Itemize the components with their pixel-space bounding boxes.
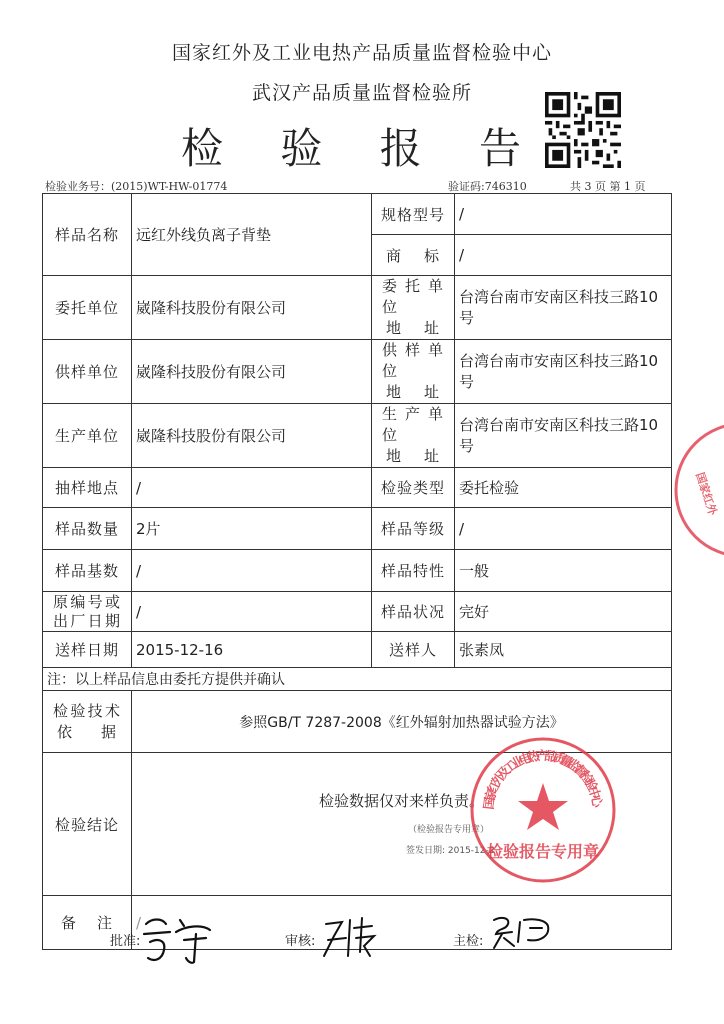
remarks-label: 备 注 — [43, 896, 132, 950]
conclusion-value: 检验数据仅对来样负责。 — [318, 792, 484, 810]
sample-name-value: 远红外线负离子背垫 — [132, 194, 372, 276]
delivery-date-value: 2015-12-16 — [132, 632, 372, 668]
remarks-value: / — [132, 896, 672, 950]
official-seal-icon — [468, 735, 618, 885]
sample-property-value: 一般 — [455, 550, 672, 592]
supplier-unit-value: 崴隆科技股份有限公司 — [132, 340, 372, 404]
spec-model-value: / — [455, 194, 672, 235]
sample-grade-value: / — [455, 508, 672, 550]
inspect-label: 主检: — [453, 934, 484, 949]
report-title: 检 验 报 告 — [180, 124, 544, 173]
reviewer-signature-icon — [320, 912, 382, 962]
trademark-label: 商 标 — [372, 235, 455, 276]
inspection-type-value: 委托检验 — [455, 468, 672, 508]
sampling-place-value: / — [132, 468, 372, 508]
sample-condition-value: 完好 — [455, 592, 672, 632]
edge-seal-icon — [668, 420, 724, 560]
sample-quantity-value: 2片 — [132, 508, 372, 550]
test-basis-value: 参照GB/T 7287-2008《红外辐射加热器试验方法》 — [132, 691, 672, 753]
trademark-value: / — [455, 235, 672, 276]
client-unit-value: 崴隆科技股份有限公司 — [132, 276, 372, 340]
delivered-by-value: 张素凤 — [455, 632, 672, 668]
original-number-value: / — [132, 592, 372, 632]
verification-code: 验证码:746310 — [448, 180, 527, 193]
seal-arc-text: 国家红外及工业电热产品质量监督检验中心 — [480, 747, 606, 811]
original-number-label: 原编号或 出厂日期 — [43, 592, 132, 632]
delivery-date-label: 送样日期 — [43, 632, 132, 668]
sampling-place-label: 抽样地点 — [43, 468, 132, 508]
issue-date: 签发日期: 2015-12-2 — [406, 846, 495, 856]
qr-code-icon — [545, 92, 621, 168]
producer-unit-value: 崴隆科技股份有限公司 — [132, 404, 372, 468]
info-note: 注：以上样品信息由委托方提供并确认 — [43, 668, 672, 691]
stamp-caption: （检验报告专用章） — [408, 825, 490, 835]
supplier-unit-label: 供样单位 — [43, 340, 132, 404]
sample-grade-label: 样品等级 — [372, 508, 455, 550]
approver-signature-icon — [140, 910, 220, 966]
producer-address-label: 生产单位 地 址 — [372, 404, 455, 468]
seal-center-text: 检验报告专用章 — [486, 842, 600, 861]
page-info: 共 3 页 第 1 页 — [570, 180, 646, 193]
conclusion-label: 检验结论 — [43, 753, 132, 896]
sample-name-label: 样品名称 — [43, 194, 132, 276]
supplier-address-value: 台湾台南市安南区科技三路10号 — [455, 340, 672, 404]
sample-base-label: 样品基数 — [43, 550, 132, 592]
test-basis-label: 检验技术 依 据 — [43, 691, 132, 753]
business-number: 检验业务号：(2015)WT-HW-01774 — [45, 180, 228, 193]
supplier-address-label: 供样单位 地 址 — [372, 340, 455, 404]
sample-base-value: / — [132, 550, 372, 592]
delivered-by-label: 送样人 — [372, 632, 455, 668]
sample-quantity-label: 样品数量 — [43, 508, 132, 550]
sample-property-label: 样品特性 — [372, 550, 455, 592]
svg-text:国家红外: 国家红外 — [693, 470, 720, 517]
sample-condition-label: 样品状况 — [372, 592, 455, 632]
review-label: 审核: — [285, 934, 316, 949]
branch-title: 武汉产品质量监督检验所 — [251, 82, 472, 104]
producer-unit-label: 生产单位 — [43, 404, 132, 468]
client-address-label: 委托单位 地 址 — [372, 276, 455, 340]
client-address-value: 台湾台南市安南区科技三路10号 — [455, 276, 672, 340]
client-unit-label: 委托单位 — [43, 276, 132, 340]
inspection-type-label: 检验类型 — [372, 468, 455, 508]
inspector-signature-icon — [488, 912, 558, 952]
spec-model-label: 规格型号 — [372, 194, 455, 235]
institute-title: 国家红外及工业电热产品质量监督检验中心 — [171, 42, 552, 64]
approve-label: 批准: — [110, 934, 141, 949]
producer-address-value: 台湾台南市安南区科技三路10号 — [455, 404, 672, 468]
